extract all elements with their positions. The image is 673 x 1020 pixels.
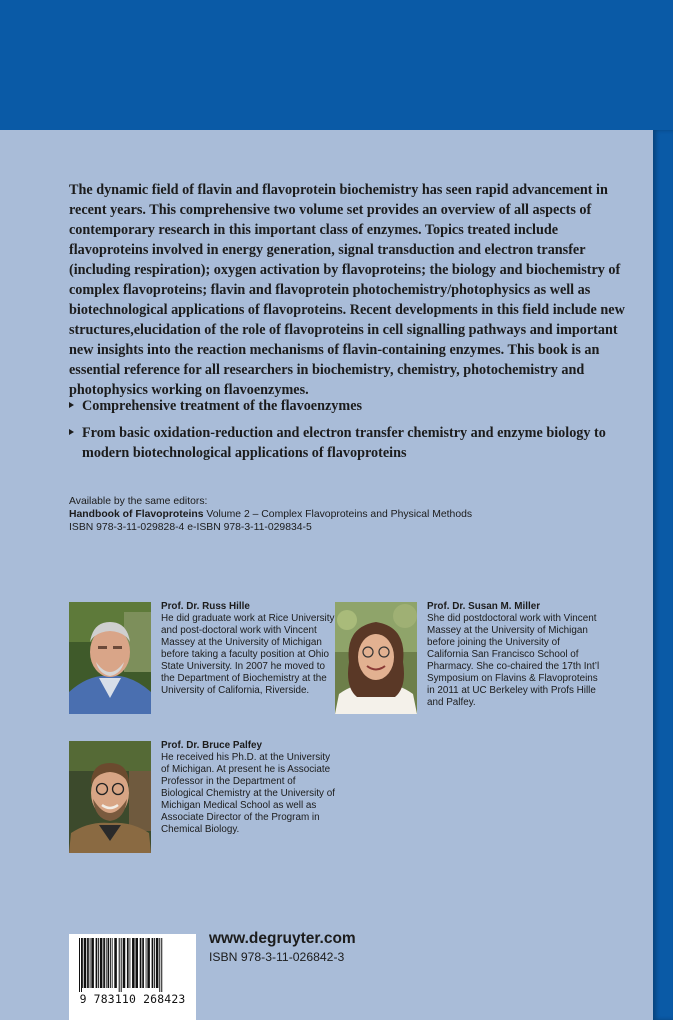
- barcode-bar: [96, 938, 98, 988]
- author-bio-russ-hille: [161, 601, 336, 697]
- barcode-bar: [142, 938, 144, 988]
- barcode-bar: [87, 938, 89, 988]
- barcode-bar: [91, 938, 94, 988]
- barcode-bar: [114, 938, 117, 988]
- feature-item: [69, 396, 629, 416]
- related-book-title: Handbook of Flavoproteins: [69, 509, 204, 520]
- barcode-bar: [82, 938, 83, 988]
- barcode-bar: [156, 938, 159, 988]
- barcode-bar: [146, 938, 147, 988]
- feature-list: [69, 396, 629, 470]
- barcode-bar: [140, 938, 142, 988]
- author-name: Prof. Dr. Russ Hille: [161, 601, 250, 612]
- author-bio-text: She did postdoctoral work with Vincent Massey at the University of Michigan before joining the University of California San Francisco School of Pharmacy. She co-chaired the 17th Int’l Symposium on Flavins & Flavoproteins in 2011 at UC Berkeley with Profs Hille and Palfey.: [427, 613, 600, 708]
- barcode-bar: [100, 938, 103, 988]
- barcode-number: 9 783110 268423: [79, 992, 186, 1006]
- same-editors-note: [69, 495, 629, 534]
- author-bio-text: He did graduate work at Rice University and post-doctoral work with Vincent Massey at the University of Michigan before taking a faculty position at Ohio State University. In 2007 he moved to the Department of Biochemistry at the University of California, Riverside.: [161, 613, 335, 696]
- editors-intro: Available by the same editors:: [69, 496, 208, 507]
- barcode-guard-bar: [161, 938, 162, 992]
- barcode-guard-bar: [159, 938, 160, 992]
- barcode-bar: [98, 938, 99, 988]
- barcode-guard-bar: [119, 938, 120, 992]
- barcode-bar: [108, 938, 110, 988]
- author-photo-susan-miller: [335, 602, 417, 714]
- barcode-guard-bar: [81, 938, 82, 992]
- author-name: Prof. Dr. Susan M. Miller: [427, 601, 541, 612]
- book-isbn: ISBN 978-3-11-026842-3: [209, 950, 345, 964]
- barcode-bars: [69, 934, 196, 992]
- barcode-bar: [106, 938, 107, 988]
- isbn-barcode: [69, 934, 196, 1020]
- barcode-guard-bar: [121, 938, 122, 992]
- barcode-guard-bar: [79, 938, 80, 992]
- author-photo-bruce-palfey: [69, 741, 151, 853]
- author-bio-susan-miller: [427, 601, 602, 709]
- related-book-isbn: ISBN 978-3-11-029828-4 e-ISBN 978-3-11-029834-5: [69, 522, 312, 533]
- barcode-bar: [130, 938, 131, 988]
- book-description: The dynamic field of flavin and flavoprotein biochemistry has seen rapid advancement in recent years. This comprehensive two volume set provides an overview of all aspects of contemporary research in this important class of enzymes. Topics treated include flavoproteins involved in energy generation, signal transduction and electron transfer (including respiration); oxygen activation by flavoproteins; the biology and biochemistry of complex flavoproteins; flavin and flavoprotein photochemistry/photophysics as well as biotechnological applications of flavoproteins. Recent developments in this field include new structures,elucidation of the role of flavoproteins in cell signalling pathways and important new insights into the reaction mechanisms of flavin-containing enzymes. This book is an essential reference for all researchers in biochemistry, chemistry, photochemistry and photophysics working on flavoenzymes.: [69, 182, 625, 398]
- barcode-bar: [103, 938, 105, 988]
- barcode-bar: [127, 938, 129, 988]
- barcode-bar: [152, 938, 154, 988]
- related-book-volume: Volume 2 – Complex Flavoproteins and Physical Methods: [206, 509, 473, 520]
- related-book: [69, 508, 629, 521]
- barcode-bar: [123, 938, 126, 988]
- barcode-bar: [135, 938, 138, 988]
- barcode-bar: [147, 938, 150, 988]
- barcode-bar: [84, 938, 87, 988]
- top-blue-band: [0, 0, 673, 130]
- feature-text: Comprehensive treatment of the flavoenzymes: [82, 398, 363, 414]
- author-name: Prof. Dr. Bruce Palfey: [161, 740, 262, 751]
- barcode-bar: [110, 938, 111, 988]
- barcode-bar: [112, 938, 113, 988]
- feature-text: From basic oxidation-reduction and electron transfer chemistry and enzyme biology to modern biotechnological applications of flavoproteins: [82, 425, 606, 461]
- bullet-triangle-icon: [69, 429, 74, 435]
- publisher-website[interactable]: www.degruyter.com: [209, 930, 356, 947]
- spine-edge: [653, 130, 673, 1020]
- feature-item: [69, 423, 629, 463]
- author-photo-russ-hille: [69, 602, 151, 714]
- barcode-bar: [154, 938, 155, 988]
- barcode-bar: [90, 938, 91, 988]
- author-bio-bruce-palfey: [161, 740, 336, 836]
- author-bio-text: He received his Ph.D. at the University of Michigan. At present he is Associate Professor in the Department of Biological Chemistry at the University of Michigan Medical School as well as Associate Director of the Program in Chemical Biology.: [161, 752, 335, 835]
- barcode-bar: [132, 938, 135, 988]
- bullet-triangle-icon: [69, 402, 74, 408]
